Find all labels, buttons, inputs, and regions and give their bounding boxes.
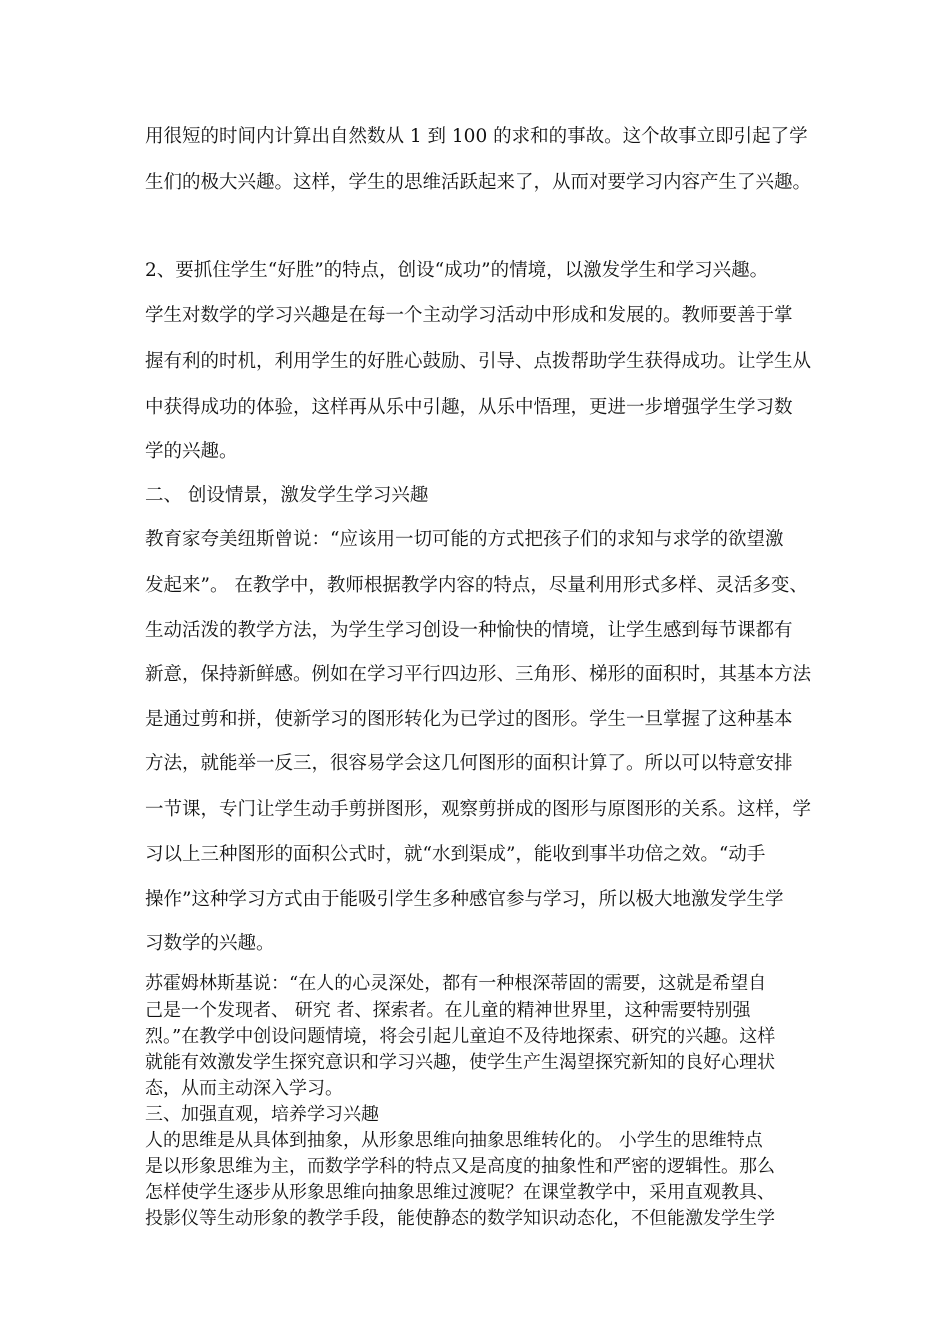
- section-heading: 二、 创设情景，激发学生学习兴趣: [145, 485, 429, 506]
- text-line: 习数学的兴趣。: [145, 933, 275, 954]
- text-line: 怎样使学生逐步从形象思维向抽象思维过渡呢？在课堂教学中，采用直观教具、: [145, 1182, 775, 1203]
- text-line: 生们的极大兴趣。这样，学生的思维活跃起来了，从而对要学习内容产生了兴趣。: [145, 172, 812, 193]
- text-line: 操作”这种学习方式由于能吸引学生多种感官参与学习，所以极大地激发学生学: [145, 889, 784, 910]
- text-line: 一节课，专门让学生动手剪拼图形，观察剪拼成的图形与原图形的关系。这样，学: [145, 799, 812, 820]
- text-line: 就能有效激发学生探究意识和学习兴趣，使学生产生渴望探究新知的良好心理状: [145, 1052, 775, 1073]
- section-heading: 三、加强直观，培养学习兴趣: [145, 1104, 379, 1125]
- text-line: 方法，就能举一反三，很容易学会这几何图形的面积计算了。所以可以特意安排: [145, 753, 793, 774]
- text-line: 新意，保持新鲜感。例如在学习平行四边形、三角形、梯形的面积时，其基本方法: [145, 664, 812, 685]
- text-line: 苏霍姆林斯基说：“在人的心灵深处，都有一种根深蒂固的需要，这就是希望自: [145, 973, 767, 994]
- text-line: 人的思维是从具体到抽象，从形象思维向抽象思维转化的。 小学生的思维特点: [145, 1130, 763, 1151]
- text-line: 用很短的时间内计算出自然数从 1 到 100 的求和的事故。这个故事立即引起了学: [145, 126, 808, 147]
- text-line: 投影仪等生动形象的教学手段，能使静态的数学知识动态化，不但能激发学生学: [145, 1208, 775, 1229]
- text-line: 是通过剪和拼，使新学习的图形转化为已学过的图形。学生一旦掌握了这种基本: [145, 709, 793, 730]
- text-line: 中获得成功的体验，这样再从乐中引趣，从乐中悟理，更进一步增强学生学习数: [145, 397, 793, 418]
- text-line: 习以上三种图形的面积公式时，就“水到渠成”，能收到事半功倍之效。“动手: [145, 844, 766, 865]
- text-line: 学生对数学的学习兴趣是在每一个主动学习活动中形成和发展的。教师要善于掌: [145, 305, 793, 326]
- text-line: 学的兴趣。: [145, 441, 238, 462]
- section-heading: 2、要抓住学生“好胜”的特点，创设“成功”的情境，以激发学生和学习兴趣。: [145, 260, 769, 281]
- text-line: 是以形象思维为主，而数学学科的特点又是高度的抽象性和严密的逻辑性。那么: [145, 1156, 775, 1177]
- text-line: 教育家夸美纽斯曾说：“应该用一切可能的方式把孩子们的求知与求学的欲望激: [145, 529, 784, 550]
- text-line: 烈。”在教学中创设问题情境，将会引起儿童迫不及待地探索、研究的兴趣。这样: [145, 1026, 776, 1047]
- text-line: 握有利的时机，利用学生的好胜心鼓励、引导、点拨帮助学生获得成功。让学生从: [145, 351, 812, 372]
- text-line: 发起来”。 在教学中，教师根据教学内容的特点，尽量利用形式多样、灵活多变、: [145, 575, 808, 596]
- text-line: 生动活泼的教学方法，为学生学习创设一种愉快的情境，让学生感到每节课都有: [145, 620, 793, 641]
- text-line: 态，从而主动深入学习。: [145, 1078, 343, 1099]
- text-line: 己是一个发现者、 研究 者、探索者。在儿童的精神世界里，这种需要特别强: [145, 1000, 751, 1021]
